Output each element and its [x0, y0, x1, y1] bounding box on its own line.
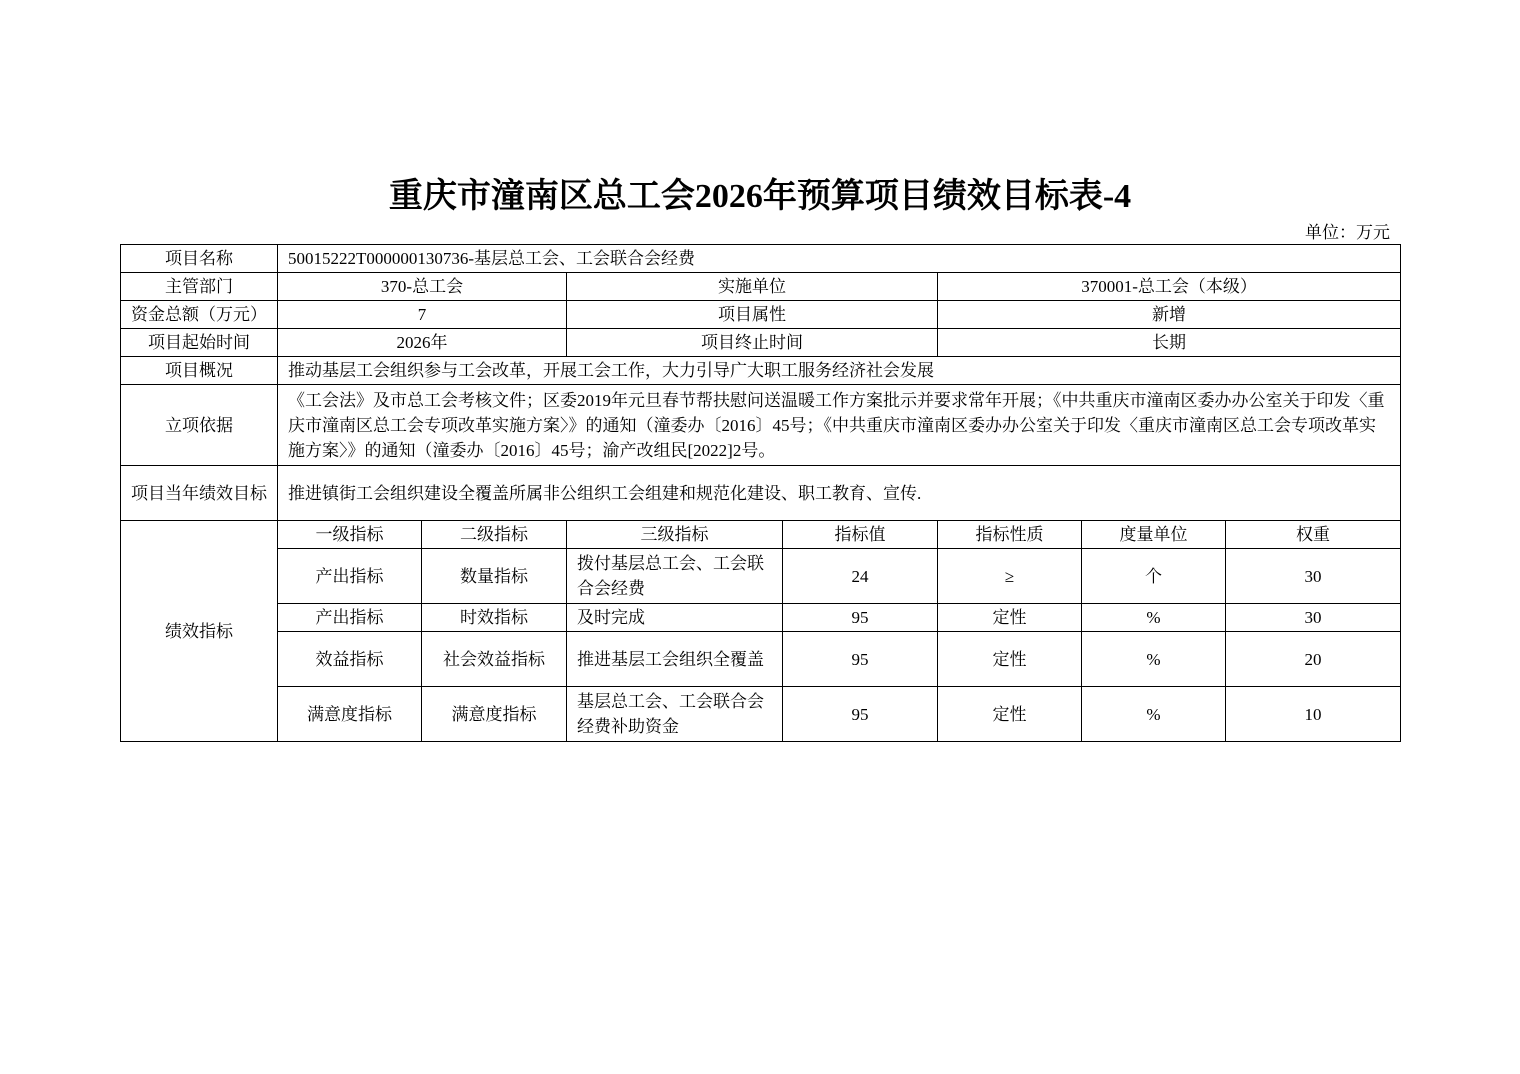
indicator-level1: 产出指标 — [278, 604, 422, 632]
indicator-level3: 及时完成 — [567, 604, 783, 632]
indicator-row — [121, 549, 1401, 604]
overview-value: 推动基层工会组织参与工会改革，开展工会工作，大力引导广大职工服务经济社会发展 — [278, 357, 1401, 385]
attr-value: 新增 — [938, 301, 1401, 329]
row-fund — [121, 301, 1401, 329]
indicator-row — [121, 632, 1401, 687]
basis-value: 《工会法》及市总工会考核文件；区委2019年元旦春节帮扶慰问送温暖工作方案批示并要求常年开展；《中共重庆市潼南区委办办公室关于印发〈重庆市潼南区总工会专项改革实施方案〉》的通知（潼委办〔2016〕45号；《中共重庆市潼南区委办办公室关于印发〈重庆市潼南区总工会专项改革实施方案〉》的通知（潼委办〔2016〕45号；渝产改组民[2022]2号。 — [278, 385, 1401, 466]
indicator-value: 95 — [783, 604, 938, 632]
indicators-label: 绩效指标 — [121, 521, 278, 742]
indicator-level1: 效益指标 — [278, 632, 422, 687]
start-value: 2026年 — [278, 329, 567, 357]
indicator-value: 24 — [783, 549, 938, 604]
indicator-weight: 30 — [1226, 549, 1401, 604]
overview-label: 项目概况 — [121, 357, 278, 385]
indicator-nature: 定性 — [938, 604, 1082, 632]
goal-value: 推进镇街工会组织建设全覆盖所属非公组织工会组建和规范化建设、职工教育、宣传. — [278, 466, 1401, 521]
row-time — [121, 329, 1401, 357]
indicator-level1: 产出指标 — [278, 549, 422, 604]
header-value: 指标值 — [783, 521, 938, 549]
basis-label: 立项依据 — [121, 385, 278, 466]
project-name-value: 50015222T000000130736-基层总工会、工会联合会经费 — [278, 245, 1401, 273]
indicator-level1: 满意度指标 — [278, 687, 422, 742]
indicator-unit: % — [1082, 687, 1226, 742]
indicator-weight: 20 — [1226, 632, 1401, 687]
performance-table — [120, 244, 1401, 742]
indicator-level2: 社会效益指标 — [422, 632, 567, 687]
row-goal — [121, 466, 1401, 521]
indicator-level3: 拨付基层总工会、工会联合会经费 — [567, 549, 783, 604]
fund-value: 7 — [278, 301, 567, 329]
impl-label: 实施单位 — [567, 273, 938, 301]
indicator-nature: ≥ — [938, 549, 1082, 604]
indicator-value: 95 — [783, 632, 938, 687]
indicator-unit: % — [1082, 604, 1226, 632]
header-unit: 度量单位 — [1082, 521, 1226, 549]
start-label: 项目起始时间 — [121, 329, 278, 357]
row-basis — [121, 385, 1401, 466]
indicator-unit: 个 — [1082, 549, 1226, 604]
header-level1: 一级指标 — [278, 521, 422, 549]
header-weight: 权重 — [1226, 521, 1401, 549]
row-dept — [121, 273, 1401, 301]
indicator-level2: 时效指标 — [422, 604, 567, 632]
dept-label: 主管部门 — [121, 273, 278, 301]
row-overview — [121, 357, 1401, 385]
fund-label: 资金总额（万元） — [121, 301, 278, 329]
indicator-level3: 推进基层工会组织全覆盖 — [567, 632, 783, 687]
page-title: 重庆市潼南区总工会2026年预算项目绩效目标表-4 — [388, 178, 1132, 215]
row-project-name — [121, 245, 1401, 273]
indicator-header-row — [121, 521, 1401, 549]
header-level2: 二级指标 — [422, 521, 567, 549]
indicator-weight: 30 — [1226, 604, 1401, 632]
header-level3: 三级指标 — [567, 521, 783, 549]
impl-value: 370001-总工会（本级） — [938, 273, 1401, 301]
attr-label: 项目属性 — [567, 301, 938, 329]
indicator-level2: 数量指标 — [422, 549, 567, 604]
unit-label: 单位：万元 — [1305, 223, 1390, 242]
indicator-level2: 满意度指标 — [422, 687, 567, 742]
indicator-row — [121, 687, 1401, 742]
indicator-unit: % — [1082, 632, 1226, 687]
goal-label: 项目当年绩效目标 — [121, 466, 278, 521]
indicator-weight: 10 — [1226, 687, 1401, 742]
indicator-row — [121, 604, 1401, 632]
indicator-value: 95 — [783, 687, 938, 742]
header-nature: 指标性质 — [938, 521, 1082, 549]
indicator-nature: 定性 — [938, 632, 1082, 687]
indicator-level3: 基层总工会、工会联合会经费补助资金 — [567, 687, 783, 742]
dept-value: 370-总工会 — [278, 273, 567, 301]
indicator-nature: 定性 — [938, 687, 1082, 742]
end-label: 项目终止时间 — [567, 329, 938, 357]
end-value: 长期 — [938, 329, 1401, 357]
project-name-label: 项目名称 — [121, 245, 278, 273]
